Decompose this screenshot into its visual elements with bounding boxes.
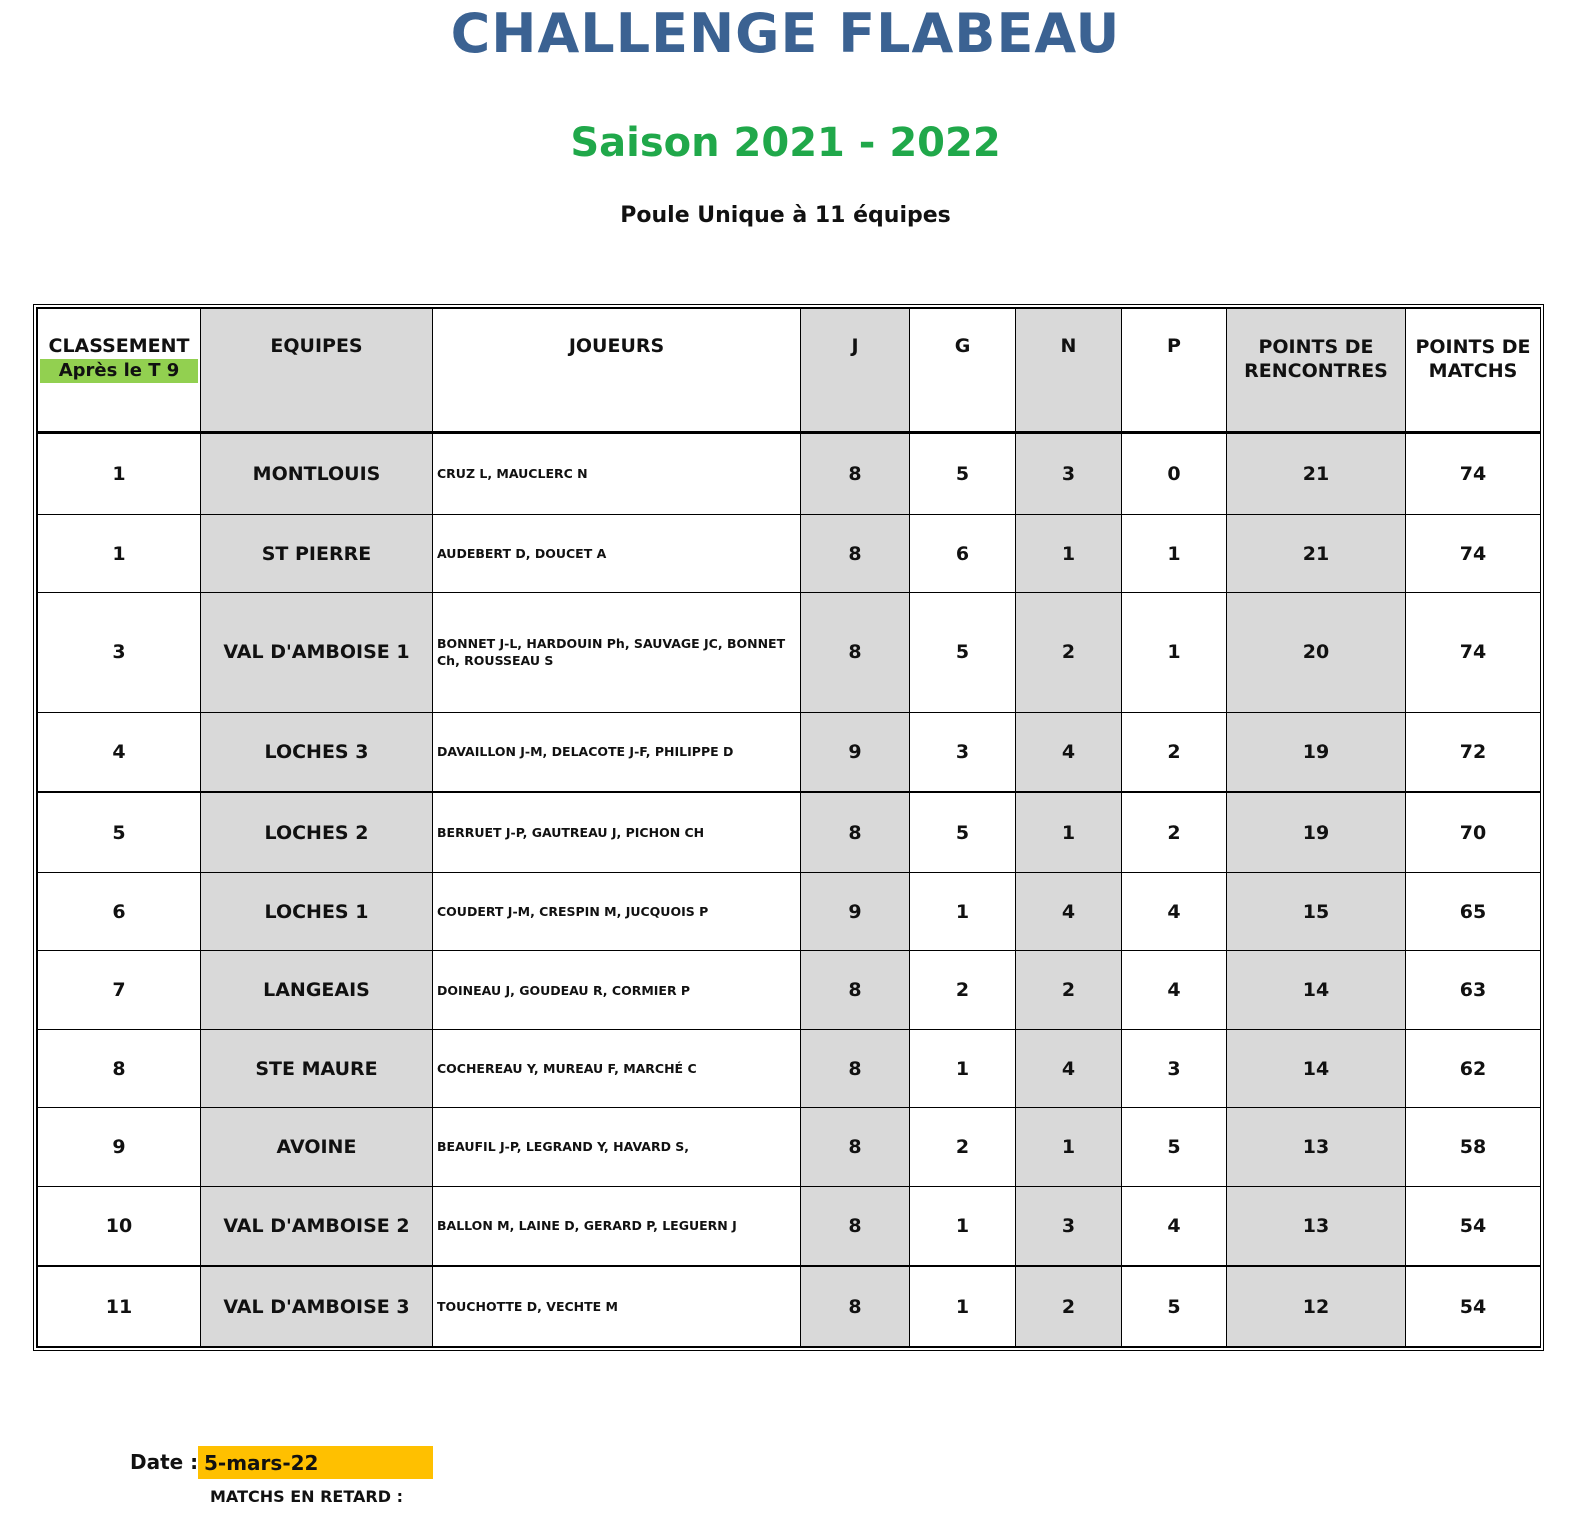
cell-p: 3 bbox=[1122, 1029, 1227, 1107]
cell-players: CRUZ L, MAUCLERC N bbox=[433, 433, 801, 515]
cell-n: 4 bbox=[1016, 1029, 1122, 1107]
pool-subtitle: Poule Unique à 11 équipes bbox=[620, 203, 951, 228]
cell-n: 2 bbox=[1016, 1266, 1122, 1346]
date-label: Date : bbox=[130, 1450, 199, 1474]
cell-rank: 8 bbox=[38, 1029, 201, 1107]
cell-rank: 5 bbox=[38, 792, 201, 872]
table-row bbox=[38, 433, 1541, 515]
cell-team: AVOINE bbox=[201, 1108, 433, 1186]
cell-team: MONTLOUIS bbox=[201, 433, 433, 515]
cell-players: COCHEREAU Y, MUREAU F, MARCHÉ C bbox=[433, 1029, 801, 1107]
cell-n: 1 bbox=[1016, 792, 1122, 872]
cell-g: 6 bbox=[910, 514, 1016, 592]
column-header-players: JOUEURS bbox=[433, 309, 801, 433]
cell-team: VAL D'AMBOISE 1 bbox=[201, 593, 433, 712]
cell-n: 2 bbox=[1016, 951, 1122, 1029]
cell-points-matchs: 54 bbox=[1406, 1266, 1541, 1346]
cell-points-rencontres: 12 bbox=[1227, 1266, 1406, 1346]
cell-j: 8 bbox=[801, 1108, 910, 1186]
cell-rank: 6 bbox=[38, 872, 201, 950]
cell-g: 2 bbox=[910, 951, 1016, 1029]
cell-points-matchs: 63 bbox=[1406, 951, 1541, 1029]
cell-points-matchs: 74 bbox=[1406, 433, 1541, 515]
cell-points-matchs: 62 bbox=[1406, 1029, 1541, 1107]
cell-points-rencontres: 14 bbox=[1227, 1029, 1406, 1107]
table-header-row bbox=[38, 309, 1541, 433]
cell-g: 5 bbox=[910, 593, 1016, 712]
cell-rank: 1 bbox=[38, 514, 201, 592]
standings-table bbox=[37, 308, 1541, 1347]
cell-points-rencontres: 13 bbox=[1227, 1108, 1406, 1186]
cell-g: 1 bbox=[910, 872, 1016, 950]
cell-points-matchs: 58 bbox=[1406, 1108, 1541, 1186]
page-title: CHALLENGE FLABEAU bbox=[450, 2, 1121, 65]
cell-players: BALLON M, LAINE D, GERARD P, LEGUERN J bbox=[433, 1186, 801, 1266]
rank-after-round-badge: Après le T 9 bbox=[40, 359, 198, 383]
cell-points-matchs: 65 bbox=[1406, 872, 1541, 950]
cell-g: 2 bbox=[910, 1108, 1016, 1186]
date-value: 5-mars-22 bbox=[198, 1446, 433, 1479]
cell-points-matchs: 70 bbox=[1406, 792, 1541, 872]
cell-p: 5 bbox=[1122, 1108, 1227, 1186]
cell-j: 8 bbox=[801, 1266, 910, 1346]
cell-points-rencontres: 21 bbox=[1227, 514, 1406, 592]
cell-players: COUDERT J-M, CRESPIN M, JUCQUOIS P bbox=[433, 872, 801, 950]
cell-j: 8 bbox=[801, 792, 910, 872]
cell-p: 2 bbox=[1122, 792, 1227, 872]
cell-points-rencontres: 14 bbox=[1227, 951, 1406, 1029]
cell-j: 8 bbox=[801, 514, 910, 592]
cell-g: 1 bbox=[910, 1186, 1016, 1266]
cell-points-rencontres: 19 bbox=[1227, 792, 1406, 872]
cell-j: 8 bbox=[801, 433, 910, 515]
cell-p: 2 bbox=[1122, 712, 1227, 792]
table-row bbox=[38, 1029, 1541, 1107]
season-title: Saison 2021 - 2022 bbox=[570, 120, 1001, 166]
table-row bbox=[38, 514, 1541, 592]
table-row bbox=[38, 593, 1541, 712]
cell-j: 8 bbox=[801, 1029, 910, 1107]
cell-points-matchs: 72 bbox=[1406, 712, 1541, 792]
cell-players: BONNET J-L, HARDOUIN Ph, SAUVAGE JC, BONNET Ch, ROUSSEAU S bbox=[433, 593, 801, 712]
cell-points-rencontres: 20 bbox=[1227, 593, 1406, 712]
cell-points-rencontres: 21 bbox=[1227, 433, 1406, 515]
cell-team: LOCHES 3 bbox=[201, 712, 433, 792]
table-row bbox=[38, 951, 1541, 1029]
table-row bbox=[38, 712, 1541, 792]
cell-rank: 7 bbox=[38, 951, 201, 1029]
cell-g: 1 bbox=[910, 1266, 1016, 1346]
late-matches-label: MATCHS EN RETARD : bbox=[210, 1487, 403, 1506]
cell-n: 3 bbox=[1016, 433, 1122, 515]
cell-n: 3 bbox=[1016, 1186, 1122, 1266]
cell-rank: 10 bbox=[38, 1186, 201, 1266]
column-header-g: G bbox=[910, 309, 1016, 433]
cell-points-matchs: 74 bbox=[1406, 514, 1541, 592]
column-header-rank bbox=[38, 309, 201, 433]
cell-g: 1 bbox=[910, 1029, 1016, 1107]
cell-j: 8 bbox=[801, 951, 910, 1029]
cell-points-rencontres: 15 bbox=[1227, 872, 1406, 950]
cell-players: TOUCHOTTE D, VECHTE M bbox=[433, 1266, 801, 1346]
column-header-team: EQUIPES bbox=[201, 309, 433, 433]
table-row bbox=[38, 1266, 1541, 1346]
table-row bbox=[38, 872, 1541, 950]
cell-team: LANGEAIS bbox=[201, 951, 433, 1029]
cell-team: ST PIERRE bbox=[201, 514, 433, 592]
cell-points-rencontres: 19 bbox=[1227, 712, 1406, 792]
cell-team: LOCHES 1 bbox=[201, 872, 433, 950]
cell-n: 4 bbox=[1016, 712, 1122, 792]
cell-g: 5 bbox=[910, 792, 1016, 872]
cell-team: LOCHES 2 bbox=[201, 792, 433, 872]
cell-points-rencontres: 13 bbox=[1227, 1186, 1406, 1266]
cell-p: 4 bbox=[1122, 1186, 1227, 1266]
column-header-points-matchs: POINTS DE MATCHS bbox=[1406, 309, 1541, 433]
cell-team: STE MAURE bbox=[201, 1029, 433, 1107]
cell-points-matchs: 74 bbox=[1406, 593, 1541, 712]
cell-p: 0 bbox=[1122, 433, 1227, 515]
cell-rank: 1 bbox=[38, 433, 201, 515]
cell-j: 9 bbox=[801, 872, 910, 950]
column-header-n: N bbox=[1016, 309, 1122, 433]
cell-n: 1 bbox=[1016, 1108, 1122, 1186]
cell-g: 5 bbox=[910, 433, 1016, 515]
cell-rank: 9 bbox=[38, 1108, 201, 1186]
cell-players: DAVAILLON J-M, DELACOTE J-F, PHILIPPE D bbox=[433, 712, 801, 792]
cell-rank: 11 bbox=[38, 1266, 201, 1346]
cell-p: 1 bbox=[1122, 593, 1227, 712]
column-header-points-rencontres: POINTS DE RENCONTRES bbox=[1227, 309, 1406, 433]
cell-rank: 3 bbox=[38, 593, 201, 712]
cell-n: 1 bbox=[1016, 514, 1122, 592]
cell-players: BEAUFIL J-P, LEGRAND Y, HAVARD S, bbox=[433, 1108, 801, 1186]
cell-n: 4 bbox=[1016, 872, 1122, 950]
cell-team: VAL D'AMBOISE 3 bbox=[201, 1266, 433, 1346]
standings-table-frame bbox=[33, 304, 1544, 1351]
cell-j: 8 bbox=[801, 1186, 910, 1266]
standings-body bbox=[38, 433, 1541, 1347]
cell-players: BERRUET J-P, GAUTREAU J, PICHON CH bbox=[433, 792, 801, 872]
rank-header-label: CLASSEMENT bbox=[48, 335, 190, 357]
cell-team: VAL D'AMBOISE 2 bbox=[201, 1186, 433, 1266]
cell-p: 4 bbox=[1122, 951, 1227, 1029]
cell-players: DOINEAU J, GOUDEAU R, CORMIER P bbox=[433, 951, 801, 1029]
cell-j: 9 bbox=[801, 712, 910, 792]
cell-j: 8 bbox=[801, 593, 910, 712]
cell-p: 5 bbox=[1122, 1266, 1227, 1346]
table-row bbox=[38, 1108, 1541, 1186]
table-row bbox=[38, 1186, 1541, 1266]
cell-p: 4 bbox=[1122, 872, 1227, 950]
cell-rank: 4 bbox=[38, 712, 201, 792]
column-header-j: J bbox=[801, 309, 910, 433]
table-row bbox=[38, 792, 1541, 872]
column-header-p: P bbox=[1122, 309, 1227, 433]
cell-points-matchs: 54 bbox=[1406, 1186, 1541, 1266]
cell-g: 3 bbox=[910, 712, 1016, 792]
cell-players: AUDEBERT D, DOUCET A bbox=[433, 514, 801, 592]
cell-p: 1 bbox=[1122, 514, 1227, 592]
cell-n: 2 bbox=[1016, 593, 1122, 712]
